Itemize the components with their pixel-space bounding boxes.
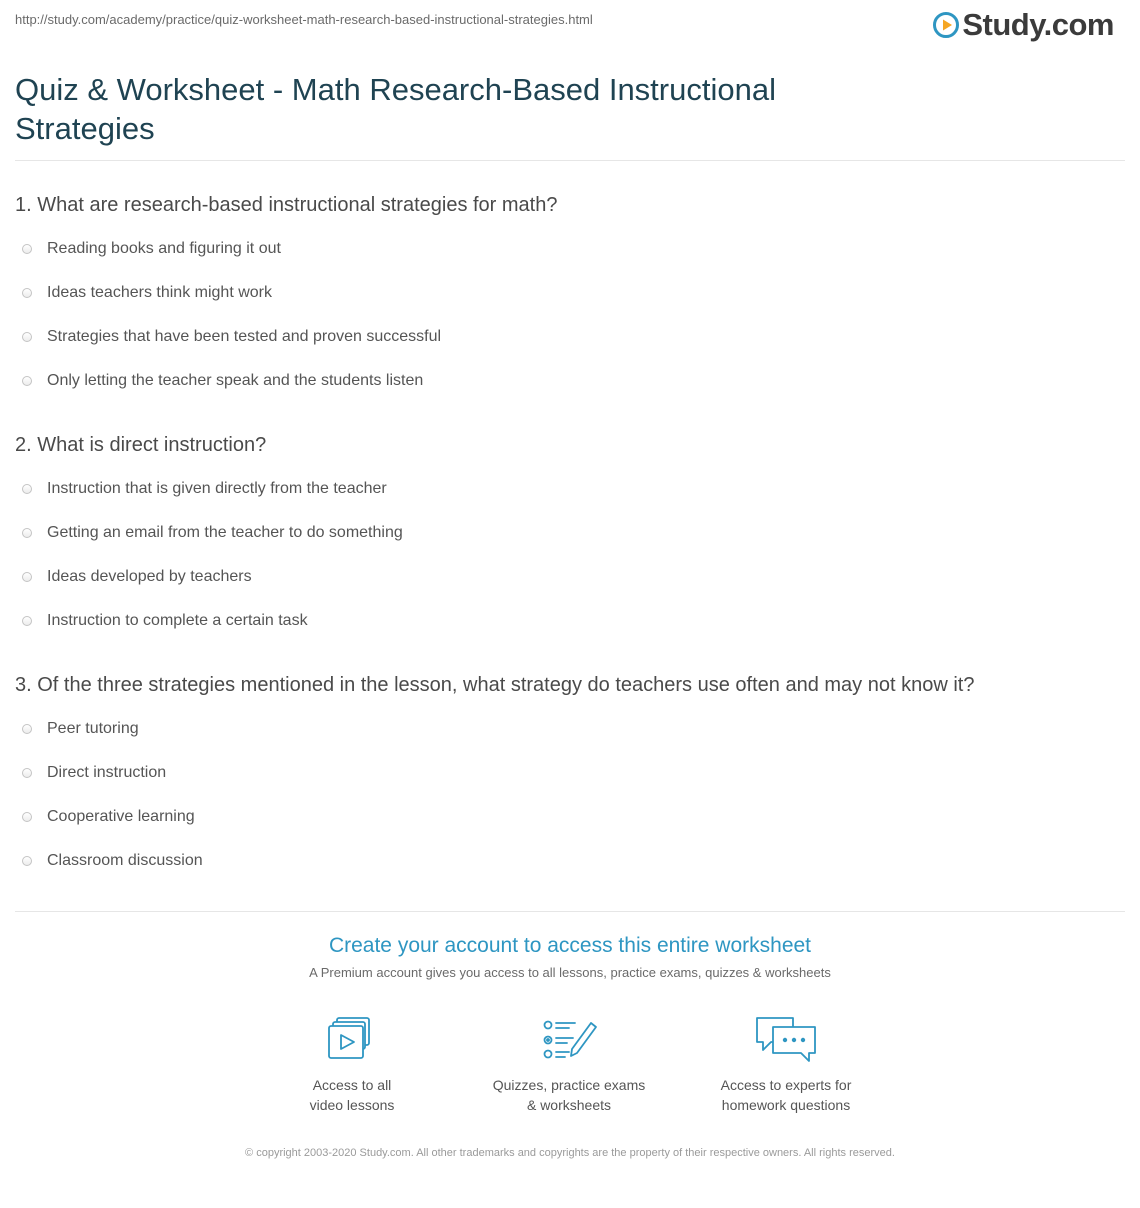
option-label: Ideas developed by teachers	[47, 568, 252, 585]
feature-quizzes	[474, 1015, 664, 1115]
answer-option[interactable]	[22, 610, 308, 632]
radio-button[interactable]	[22, 244, 32, 254]
answer-option[interactable]	[22, 282, 272, 304]
page-url: http://study.com/academy/practice/quiz-worksheet-math-research-based-instructional-strategies.html	[15, 12, 593, 27]
radio-button[interactable]	[22, 616, 32, 626]
answer-option[interactable]	[22, 522, 403, 544]
answer-option[interactable]	[22, 326, 441, 348]
answer-option[interactable]	[22, 478, 387, 500]
question-3: 3. Of the three strategies mentioned in the lesson, what strategy do teachers use often and may not know it?	[15, 674, 975, 696]
option-label: Strategies that have been tested and proven successful	[47, 328, 442, 345]
answer-option[interactable]	[22, 718, 139, 740]
answer-option[interactable]	[22, 806, 195, 828]
radio-button[interactable]	[22, 528, 32, 538]
option-label: Classroom discussion	[47, 852, 203, 869]
option-label: Reading books and figuring it out	[47, 240, 281, 257]
create-account-link[interactable]: Create your account to access this entire worksheet	[328, 934, 812, 957]
chat-bubbles-icon	[753, 1015, 819, 1065]
quiz-checklist-icon	[539, 1015, 599, 1065]
feature-label: Access to all video lessons	[309, 1077, 395, 1113]
answer-option[interactable]	[22, 566, 252, 588]
title-divider	[15, 160, 1125, 161]
question-2: 2. What is direct instruction?	[15, 434, 267, 456]
option-label: Only letting the teacher speak and the students listen	[47, 372, 424, 389]
radio-button[interactable]	[22, 572, 32, 582]
feature-experts	[691, 1015, 881, 1115]
logo-text: Study.com	[962, 7, 1114, 42]
questions-divider	[15, 911, 1125, 912]
video-lessons-icon	[322, 1015, 382, 1065]
copyright-notice: © copyright 2003-2020 Study.com. All other trademarks and copyrights are the property of their respective owners. All rights reserved.	[245, 1147, 895, 1159]
radio-button[interactable]	[22, 484, 32, 494]
option-label: Instruction to complete a certain task	[47, 612, 308, 629]
option-label: Peer tutoring	[47, 720, 139, 737]
radio-button[interactable]	[22, 332, 32, 342]
cta-subtitle: A Premium account gives you access to all lessons, practice exams, quizzes & worksheets	[309, 965, 831, 980]
option-label: Ideas teachers think might work	[47, 284, 272, 301]
feature-label: Quizzes, practice exams & worksheets	[492, 1077, 646, 1113]
page-title: Quiz & Worksheet - Math Research-Based Instructional Strategies	[15, 72, 776, 146]
answer-option[interactable]	[22, 238, 281, 260]
play-circle-icon	[933, 12, 959, 38]
radio-button[interactable]	[22, 856, 32, 866]
answer-option[interactable]	[22, 762, 166, 784]
study-logo[interactable]	[933, 7, 1114, 43]
radio-button[interactable]	[22, 288, 32, 298]
option-label: Getting an email from the teacher to do something	[47, 524, 403, 541]
radio-button[interactable]	[22, 768, 32, 778]
option-label: Direct instruction	[47, 764, 167, 781]
feature-video-lessons	[257, 1015, 447, 1115]
radio-button[interactable]	[22, 376, 32, 386]
feature-label: Access to experts for homework questions	[720, 1077, 852, 1113]
answer-option[interactable]	[22, 370, 423, 392]
answer-option[interactable]	[22, 850, 203, 872]
question-1: 1. What are research-based instructional strategies for math?	[15, 194, 558, 216]
radio-button[interactable]	[22, 724, 32, 734]
option-label: Cooperative learning	[47, 808, 195, 825]
option-label: Instruction that is given directly from the teacher	[47, 480, 387, 497]
radio-button[interactable]	[22, 812, 32, 822]
